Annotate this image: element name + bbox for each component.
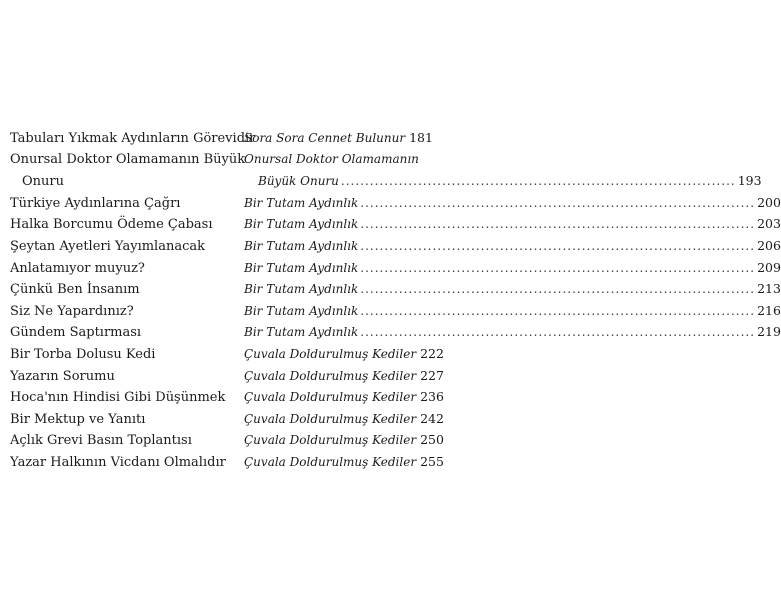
toc-row xyxy=(10,235,781,257)
toc-source: Bir Tutam Aydınlık xyxy=(244,217,359,232)
toc-row xyxy=(10,343,444,365)
toc-page-number: 227 xyxy=(420,367,444,383)
toc-reference xyxy=(244,235,781,258)
toc-source: Çuvala Doldurulmuş Kediler xyxy=(244,411,417,426)
toc-row xyxy=(10,213,781,235)
toc-reference xyxy=(244,408,444,431)
toc-title-continuation xyxy=(10,171,244,193)
toc-reference xyxy=(244,127,433,150)
dot-leader xyxy=(360,301,755,323)
toc-row xyxy=(10,408,444,430)
toc-title: Yazarın Sorumu xyxy=(10,368,115,384)
toc-row xyxy=(10,170,762,192)
toc-reference xyxy=(244,386,444,409)
toc-page-number: 181 xyxy=(409,130,433,145)
toc-row xyxy=(10,257,781,279)
toc-row xyxy=(10,149,418,171)
toc-reference xyxy=(244,343,444,366)
toc-row xyxy=(10,429,444,451)
toc-title: Tabuları Yıkmak Aydınların Görevidir xyxy=(10,131,256,146)
toc-row xyxy=(10,192,781,214)
toc-reference xyxy=(244,278,781,301)
dot-leader xyxy=(360,193,755,215)
toc-title-text: Onuru xyxy=(22,174,64,190)
toc-row xyxy=(10,127,433,149)
dot-leader xyxy=(360,258,755,280)
toc-title: Bir Mektup ve Yanıtı xyxy=(10,411,146,427)
toc-source: Sora Sora Cennet Bulunur xyxy=(244,131,406,145)
toc-reference xyxy=(244,451,444,474)
toc-row xyxy=(10,300,781,322)
toc-page-number: 242 xyxy=(420,410,444,426)
toc-reference xyxy=(244,321,781,344)
dot-leader xyxy=(360,236,755,258)
toc-source: Bir Tutam Aydınlık xyxy=(244,260,359,275)
toc-title: Anlatamıyor muyuz? xyxy=(10,260,145,276)
toc-page-number: 219 xyxy=(757,324,781,340)
dot-leader xyxy=(360,322,755,344)
toc-source: Çuvala Doldurulmuş Kediler xyxy=(244,454,417,469)
toc-title: Şeytan Ayetleri Yayımlanacak xyxy=(10,238,205,254)
toc-row xyxy=(10,321,781,343)
toc-reference xyxy=(244,300,781,323)
toc-source: Bir Tutam Aydınlık xyxy=(244,238,359,253)
dot-leader xyxy=(341,171,736,193)
toc-title: Bir Torba Dolusu Kedi xyxy=(10,346,156,362)
toc-reference xyxy=(244,213,781,236)
toc-reference xyxy=(244,192,781,215)
toc-page-number: 236 xyxy=(420,389,444,405)
toc-page-number: 216 xyxy=(757,302,781,318)
toc-title: Türkiye Aydınlarına Çağrı xyxy=(10,195,181,211)
toc-title: Gündem Saptırması xyxy=(10,325,142,341)
toc-row xyxy=(10,278,781,300)
toc-title: Çünkü Ben İnsanım xyxy=(10,282,140,298)
toc-title: Hoca'nın Hindisi Gibi Düşünmek xyxy=(10,390,226,406)
toc-source: Bir Tutam Aydınlık xyxy=(244,282,359,297)
toc-reference xyxy=(244,257,781,280)
toc-title: Açlık Grevi Basın Toplantısı xyxy=(10,433,192,449)
dot-leader xyxy=(360,214,755,236)
toc-page-number: 250 xyxy=(420,432,444,448)
toc-title: Onursal Doktor Olamamanın Büyük xyxy=(10,151,246,167)
toc-title: Yazar Halkının Vicdanı Olmalıdır xyxy=(10,454,226,470)
table-of-contents xyxy=(10,127,781,473)
toc-source: Bir Tutam Aydınlık xyxy=(244,195,359,210)
toc-page-number: 222 xyxy=(420,345,444,361)
toc-page-number: 193 xyxy=(737,173,762,189)
toc-title: Siz Ne Yapardınız? xyxy=(10,303,134,319)
toc-source: Çuvala Doldurulmuş Kediler xyxy=(244,346,417,361)
toc-page-number: 200 xyxy=(757,194,781,210)
toc-source: Bir Tutam Aydınlık xyxy=(244,325,359,340)
toc-reference xyxy=(244,429,444,452)
toc-reference xyxy=(244,365,444,388)
toc-source: Çuvala Doldurulmuş Kediler xyxy=(244,390,417,405)
toc-page-number: 255 xyxy=(420,453,444,469)
toc-title: Halka Borcumu Ödeme Çabası xyxy=(10,217,213,233)
toc-row xyxy=(10,451,444,473)
toc-reference xyxy=(244,170,762,193)
toc-row xyxy=(10,365,444,387)
toc-page-number: 213 xyxy=(757,281,781,297)
toc-row xyxy=(10,386,444,408)
toc-page-number: 206 xyxy=(757,237,781,253)
toc-reference xyxy=(244,149,418,171)
toc-source: Bir Tutam Aydınlık xyxy=(244,303,359,318)
toc-page-number: 203 xyxy=(757,216,781,232)
toc-source: Çuvala Doldurulmuş Kediler xyxy=(244,433,417,448)
toc-source: Onursal Doktor Olamamanın xyxy=(244,151,419,166)
dot-leader xyxy=(360,279,755,301)
toc-page-number: 209 xyxy=(757,259,781,275)
toc-source: Büyük Onuru xyxy=(258,174,339,189)
toc-source: Çuvala Doldurulmuş Kediler xyxy=(244,368,417,383)
